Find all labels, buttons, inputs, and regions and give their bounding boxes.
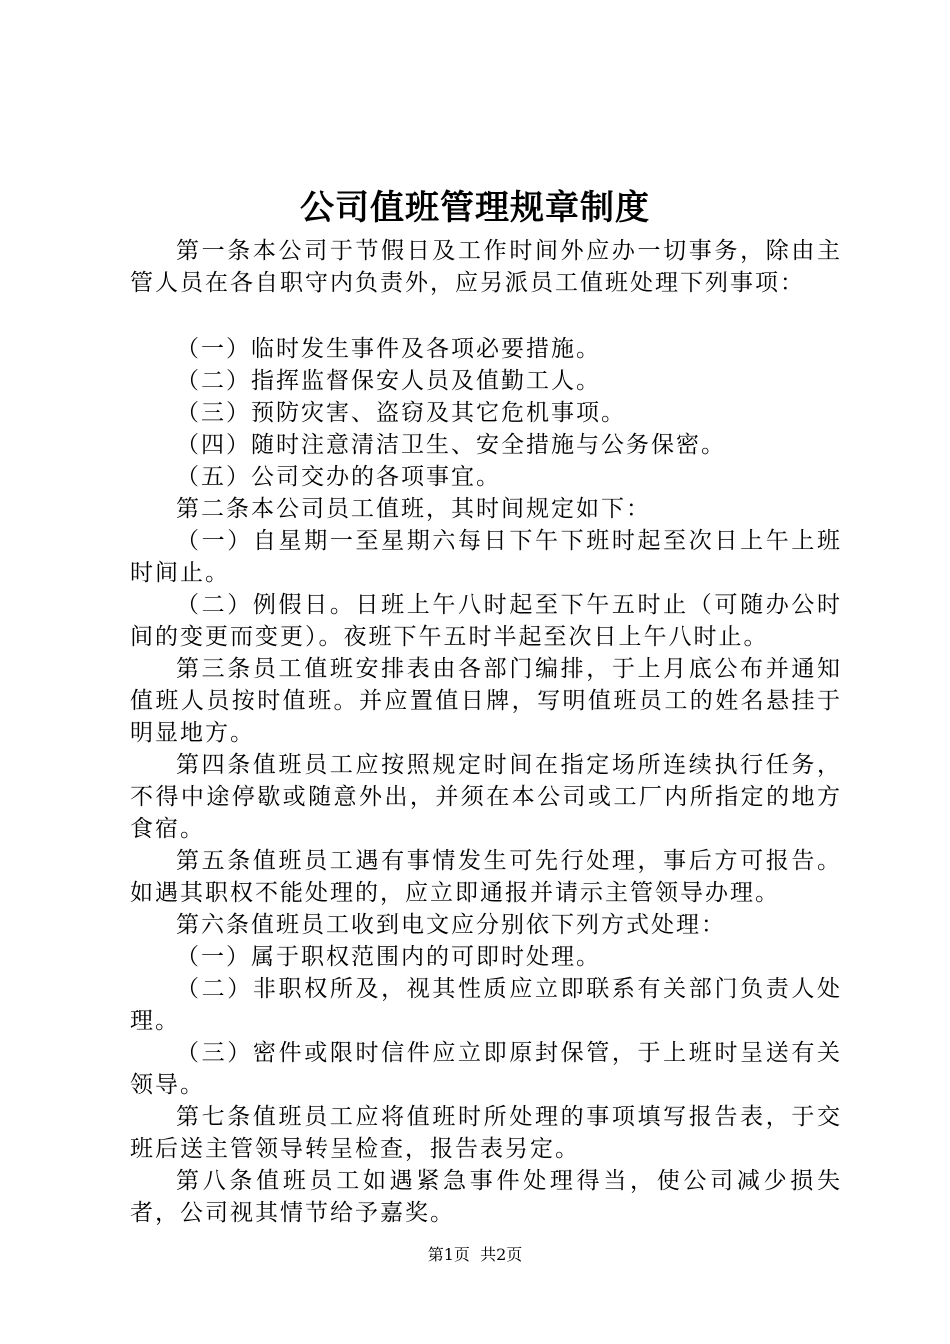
page-footer [0,1244,950,1266]
article-1-item-4: （四）随时注意清洁卫生、安全措施与公务保密。 [176,432,726,458]
article-6: 第六条值班员工收到电文应分别依下列方式处理： [176,912,726,938]
article-2-item-1: （一）自星期一至星期六每日下午下班时起至次日上午上班时间止。 [130,528,842,586]
article-7: 第七条值班员工应将值班时所处理的事项填写报告表，于交班后送主管领导转呈检查，报告表另定。 [130,1104,842,1162]
article-6-item-3: （三）密件或限时信件应立即原封保管，于上班时呈送有关领导。 [130,1040,842,1098]
article-1-item-5: （五）公司交办的各项事宜。 [176,464,501,490]
article-1-item-2: （二）指挥监督保安人员及值勤工人。 [176,368,601,394]
page-number-label: 第1页 共2页 [427,1245,523,1264]
document-title: 公司值班管理规章制度 [300,188,650,228]
article-2: 第二条本公司员工值班，其时间规定如下： [176,496,651,522]
article-6-item-1: （一）属于职权范围内的可即时处理。 [176,944,601,970]
article-4: 第四条值班员工应按照规定时间在指定场所连续执行任务，不得中途停歇或随意外出，并须在本公司或工厂内所指定的地方食宿。 [130,752,842,842]
article-1-item-1: （一）临时发生事件及各项必要措施。 [176,336,601,362]
article-3: 第三条员工值班安排表由各部门编排，于上月底公布并通知值班人员按时值班。并应置值日牌，写明值班员工的姓名悬挂于明显地方。 [130,656,842,746]
article-2-item-2: （二）例假日。日班上午八时起至下午五时止（可随办公时间的变更而变更）。夜班下午五时半起至次日上午八时止。 [130,592,842,650]
article-5: 第五条值班员工遇有事情发生可先行处理，事后方可报告。如遇其职权不能处理的，应立即通报并请示主管领导办理。 [130,848,842,906]
article-1-item-3: （三）预防灾害、盗窃及其它危机事项。 [176,400,626,426]
article-8: 第八条值班员工如遇紧急事件处理得当，使公司减少损失者，公司视其情节给予嘉奖。 [130,1168,842,1226]
document-body [130,235,842,1229]
article-6-item-2: （二）非职权所及，视其性质应立即联系有关部门负责人处理。 [130,976,842,1034]
article-1: 第一条本公司于节假日及工作时间外应办一切事务，除由主管人员在各自职守内负责外，应另派员工值班处理下列事项： [130,238,842,296]
